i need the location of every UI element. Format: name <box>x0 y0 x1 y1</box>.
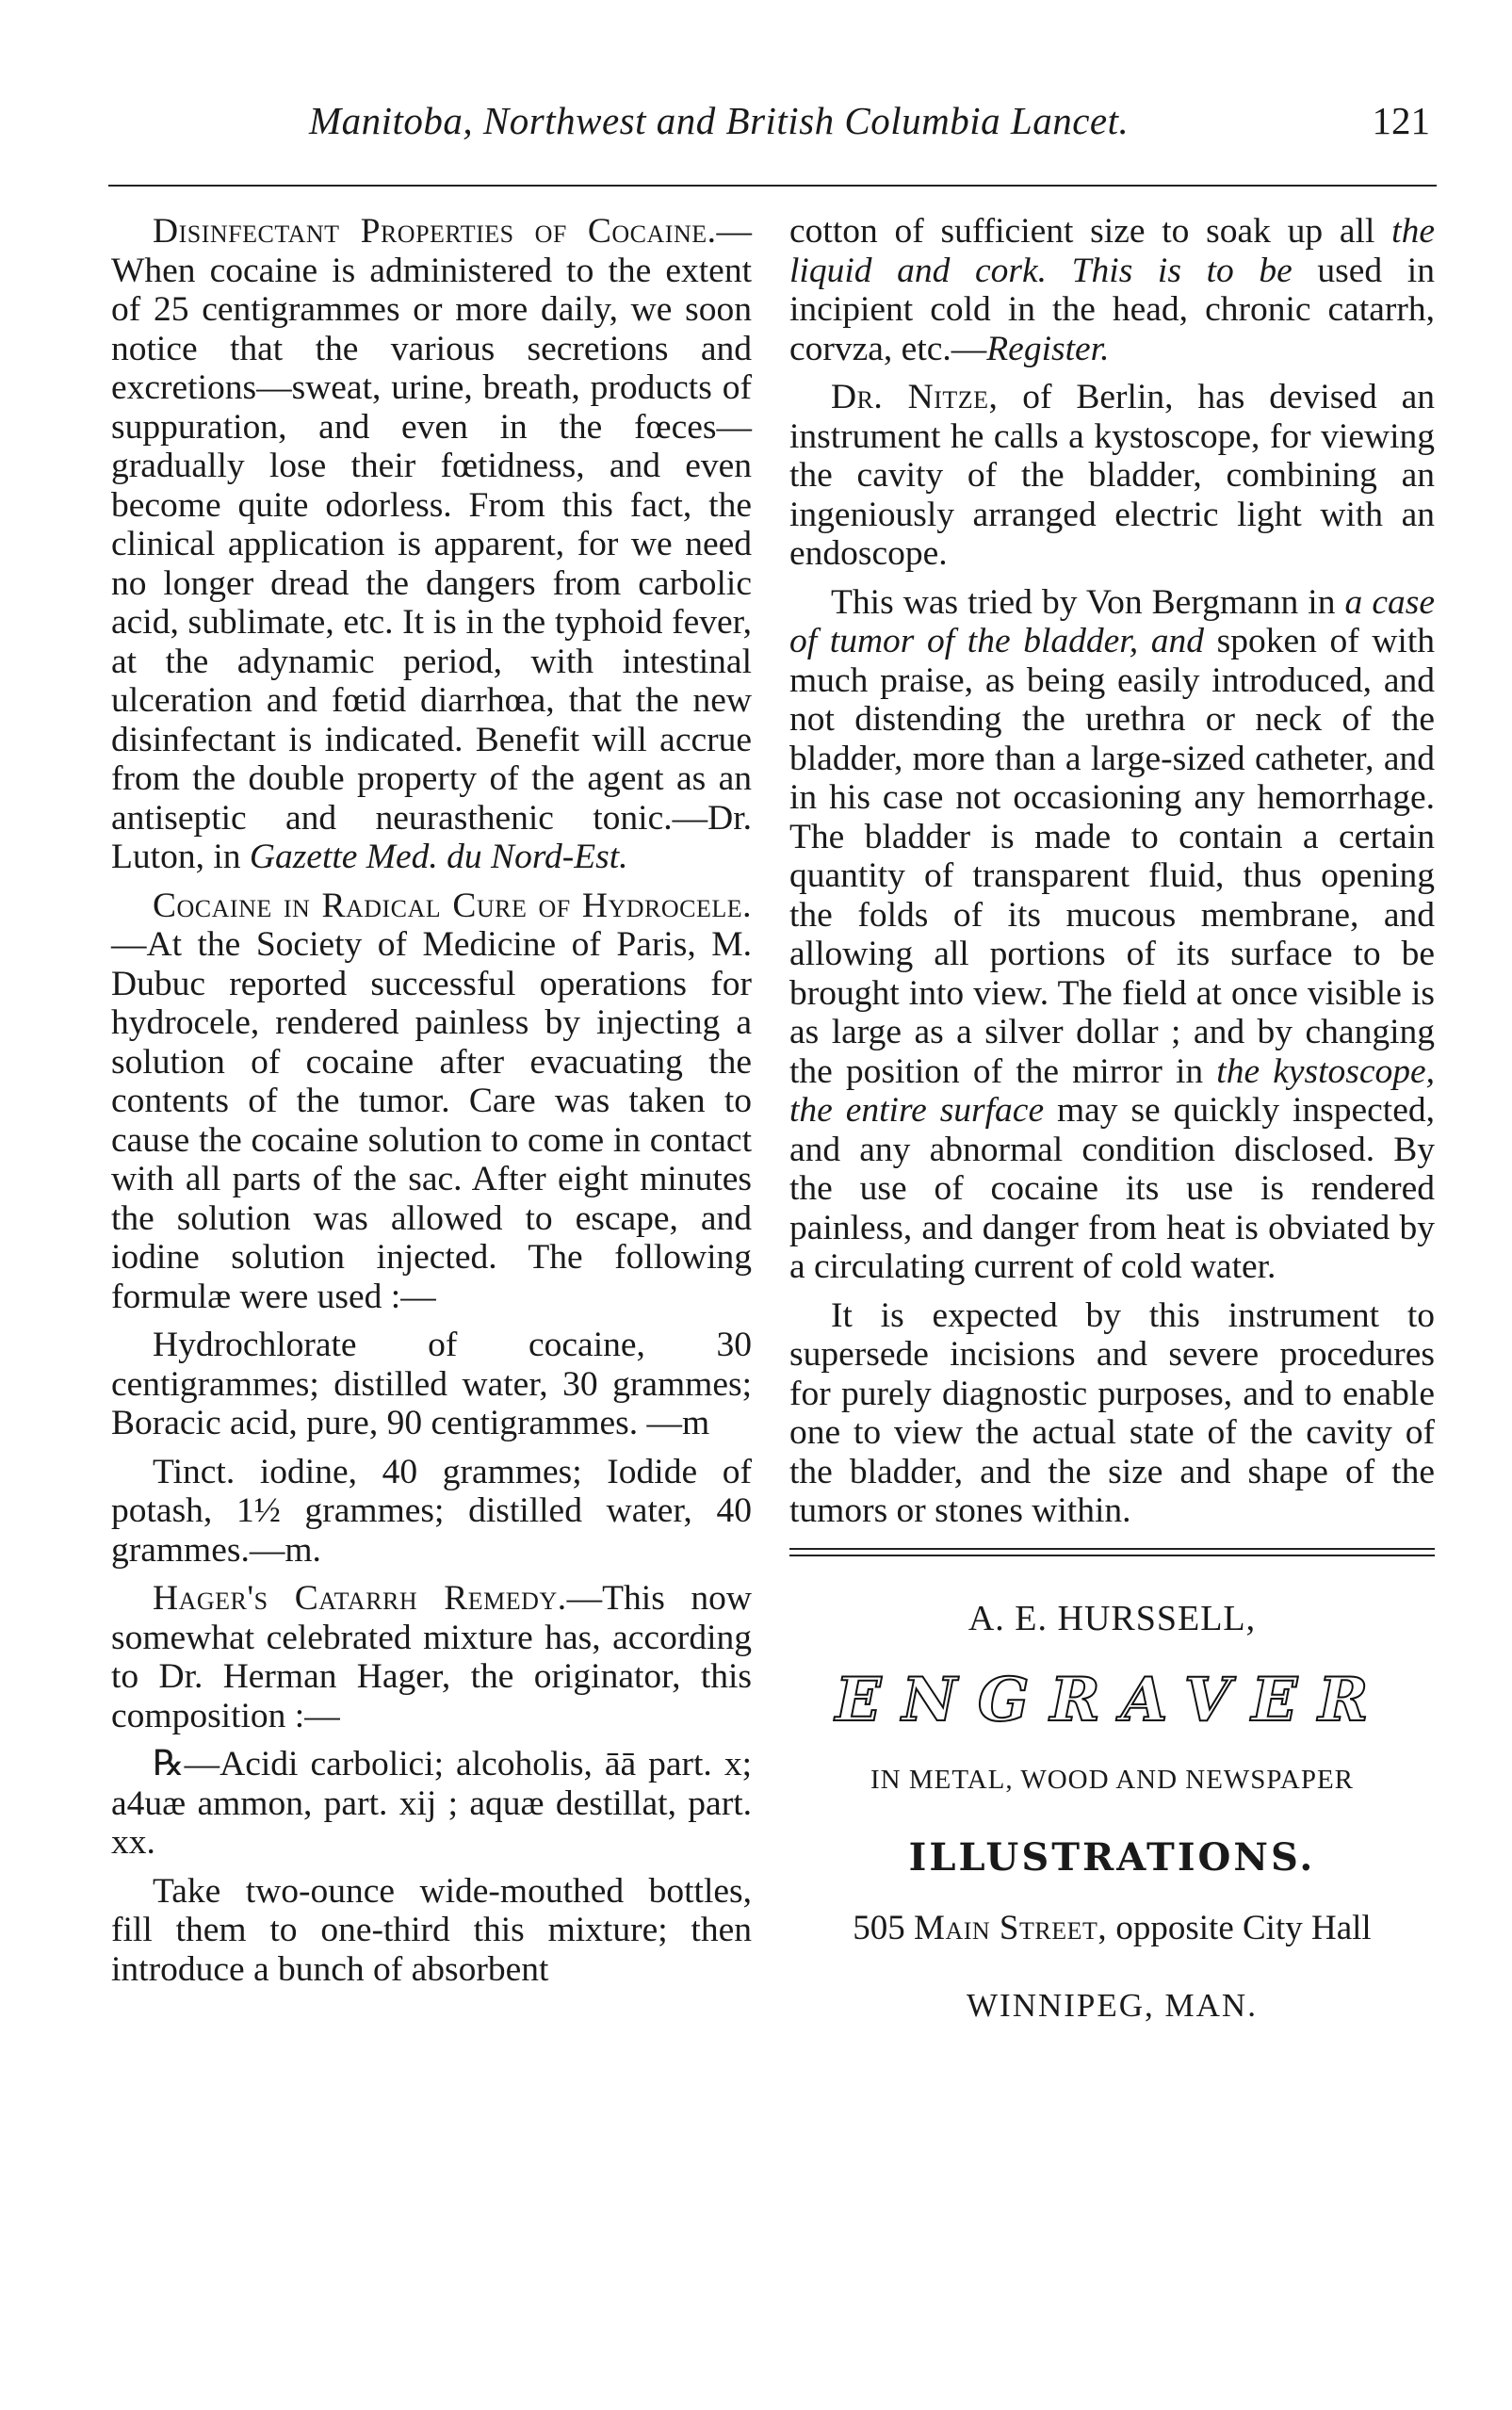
catarrh-continued <box>789 212 1435 368</box>
text-run-italic: the kystoscope, the entire surface <box>789 1051 1436 1130</box>
text-run: This was tried by Von Bergmann in <box>831 582 1345 622</box>
directions: Take two-ounce wide-mouthed bottles, fill them to one-third this mixture; then introduce a bunch of absorbent <box>111 1871 752 1989</box>
formula-2: Tinct. iodine, 40 grammes; Iodide of potash, 1½ grammes; distilled water, 40 grammes.—m. <box>111 1452 752 1570</box>
address-number: 505 <box>853 1909 915 1947</box>
right-column <box>789 212 1435 2025</box>
advert-divider <box>789 1548 1435 1556</box>
article-heading: Hager's Catarrh Remedy. <box>153 1579 567 1618</box>
formula-1: Hydrochlorate of cocaine, 30 centigrammes; distilled water, 30 grammes; Boracic acid, pure, 90 centigrammes. —m <box>111 1326 752 1442</box>
article-heading: Disinfectant Properties of Cocaine. <box>153 212 717 251</box>
article-body: —When cocaine is administered to the extent of 25 centigrammes or more daily, we soon notice that the various secretions and excretions—sweat, urine, breath, products of suppuration, and even in the fœces—gradually lose their fœtidness, and even become quite odorless. From this fact, the clinical application is apparent, for we need no longer dread the dangers from carbolic acid, sublimate, etc. It is in the typhoid fever, at the adynamic period, with intestinal ulceration and fœtid diarrhœa, that the new disinfectant is indicated. Benefit will accrue from the double property of the agent as an antiseptic and neurasthenic tonic.—Dr. Luton, in <box>111 212 752 876</box>
address-rest: opposite City Hall <box>1107 1909 1372 1947</box>
article-catarrh-remedy <box>111 1579 752 1735</box>
prescription: ℞—Acidi carbolici; alcoholis, āā part. x; a4uæ ammon, part. xij ; aquæ destillat, part. xx. <box>111 1745 752 1862</box>
page-number: 121 <box>1372 99 1430 142</box>
article-body: —At the Society of Medicine of Paris, M. Dubuc reported successful operations for hydrocele, rendered painless by injecting a solution of cocaine after evacuating the contents of the tumor. Care was taken to cause the cocaine solution to come in contact with all parts of the sac. After eight minutes the solution was allowed to escape, and iodine solution injected. The following formulæ were used :— <box>111 925 752 1316</box>
text-run: spoken of with much praise, as being easily introduced, and not distending the urethra or neck of the bladder, more than a large-sized catheter, and in his case not occasioning any hemorrhage. The bladder is made to contain a certain quantity of transparent fluid, thus opening the folds of its mucous membrane, and allowing all portions of its surface to be brought into view. The field at once visible is as large as a silver dollar ; and by changing the position of the mirror in <box>789 622 1435 1091</box>
article-disinfectant-cocaine <box>111 212 752 877</box>
article-body: —This now somewhat celebrated mixture has, according to Dr. Herman Hager, the originator, this composition :— <box>111 1579 753 1735</box>
advertiser-name: A. E. HURSSELL, <box>967 1598 1257 1638</box>
article-source: Gazette Med. du Nord-Est. <box>249 838 628 876</box>
text-run-italic: a case of tumor of the bladder, and <box>789 582 1435 660</box>
article-source: Register. <box>986 329 1110 368</box>
advertiser-services: IN METAL, WOOD AND NEWSPAPER <box>870 1765 1355 1795</box>
left-column <box>111 212 752 1998</box>
article-kystoscope <box>789 378 1435 574</box>
article-heading: Dr. Nitze, <box>831 378 999 416</box>
article-hydrocele <box>111 887 752 1317</box>
kystoscope-expectation: It is expected by this instrument to supersede incisions and severe procedures for purely diagnostic purposes, and to enable one to view the actual state of the cavity of the bladder, and the size and shape of the tumors or stones within. <box>789 1295 1435 1530</box>
text-run-italic: the liquid and cork. This is to be <box>789 212 1435 290</box>
advertiser-city: WINNIPEG, MAN. <box>967 1986 1258 2024</box>
text-run: used in incipient cold in the head, chronic catarrh, corvza, etc.— <box>789 251 1435 368</box>
journal-title: Manitoba, Northwest and British Columbia Lancet. <box>309 99 1130 142</box>
article-body: of Berlin, has devised an instrument he calls a kystoscope, for viewing the cavity of the bladder, combining an ingeniously arranged electric light with an endoscope. <box>789 378 1435 573</box>
advertiser-trade: ENGRAVER <box>835 1665 1390 1735</box>
advertiser-illustrations: ILLUSTRATIONS. <box>908 1834 1316 1880</box>
text-run: may se quickly inspected, and any abnormal condition disclosed. By the use of cocaine its use is rendered painless, and danger from heat is obviated by a circulating current of cold water. <box>789 1091 1435 1286</box>
article-heading: Cocaine in Radical Cure of Hydrocele. <box>153 886 752 925</box>
engraver-advertisement <box>789 1600 1435 2026</box>
header-rule <box>108 185 1437 187</box>
kystoscope-trial <box>789 583 1435 1287</box>
address-street: Main Street, <box>914 1909 1108 1947</box>
text-run: cotton of sufficient size to soak up all <box>789 212 1392 251</box>
advertiser-address <box>789 1909 1435 1948</box>
running-header <box>111 94 1430 160</box>
